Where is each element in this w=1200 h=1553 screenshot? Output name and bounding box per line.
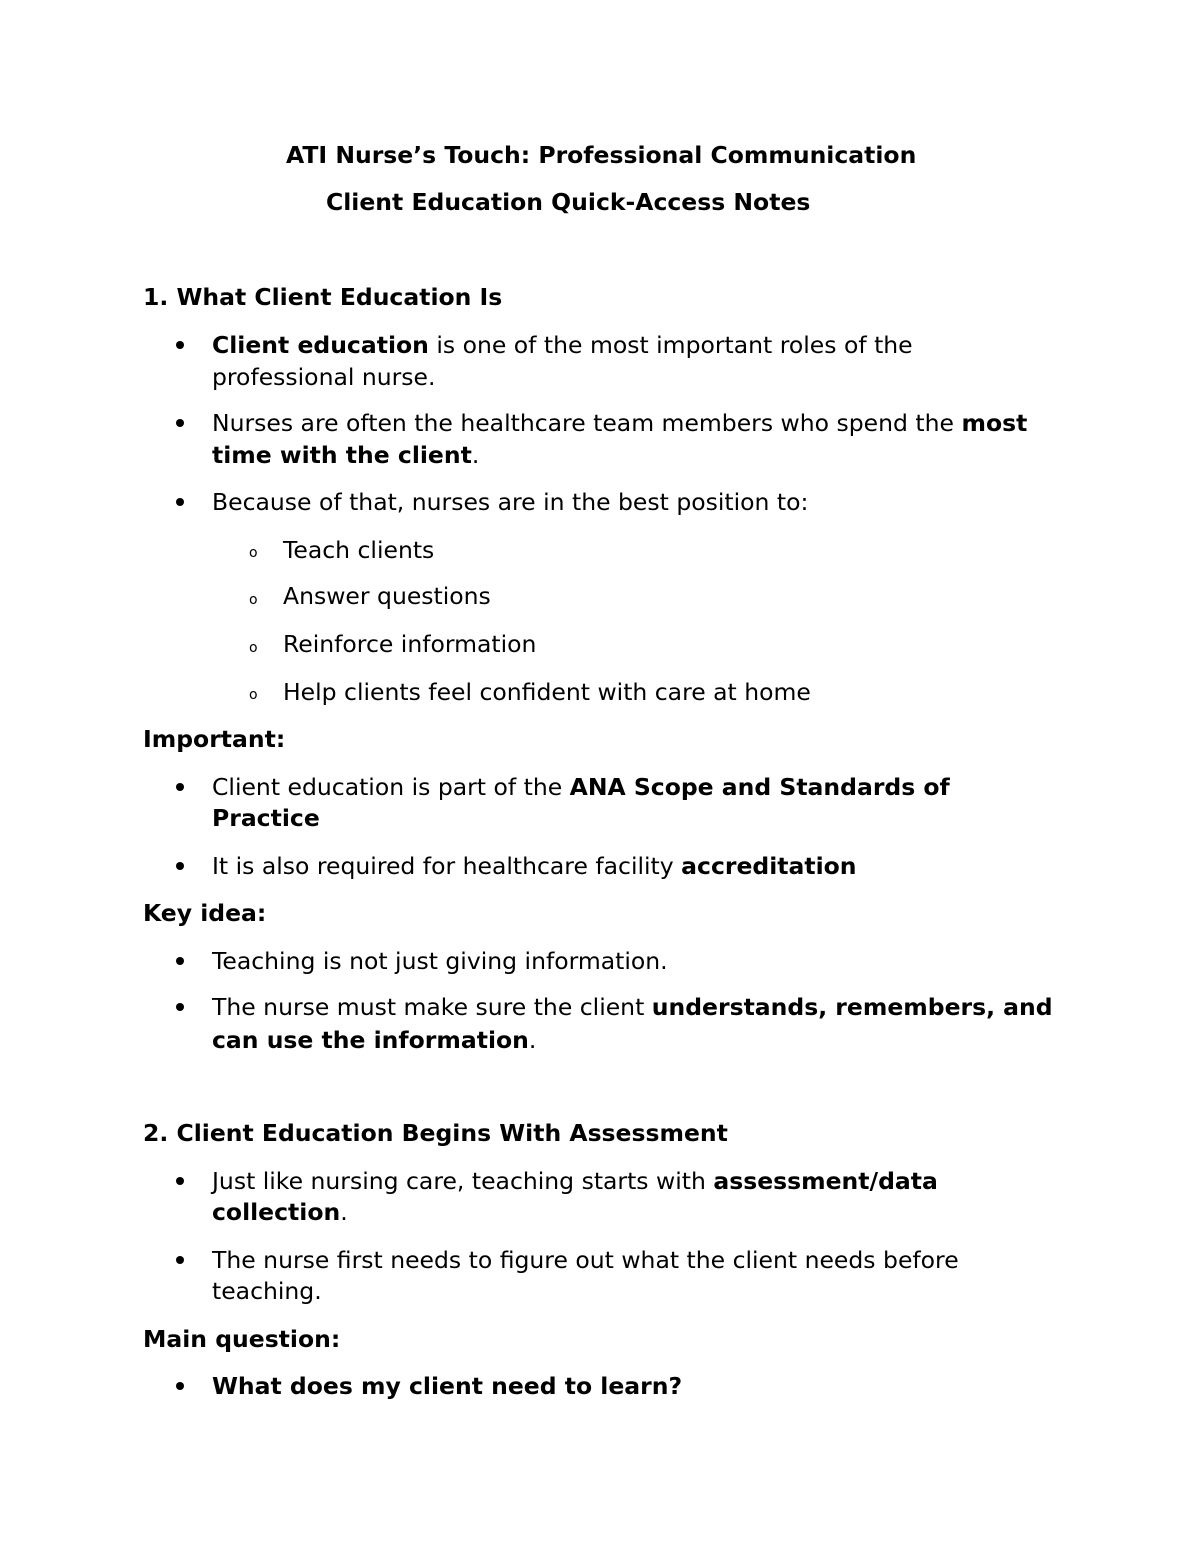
section-1-heading: 1. What Client Education Is: [143, 283, 503, 311]
bullet-icon: [176, 957, 184, 965]
document-title: ATI Nurse’s Touch: Professional Communication: [286, 141, 917, 169]
list-item: Just like nursing care, teaching starts with assessment/data: [212, 1167, 938, 1195]
list-item: Because of that, nurses are in the best position to:: [212, 488, 809, 516]
section-2-heading: 2. Client Education Begins With Assessment: [143, 1119, 728, 1147]
list-item: What does my client need to learn?: [212, 1372, 683, 1400]
list-item-continuation: professional nurse.: [212, 363, 436, 391]
list-item: The nurse must make sure the client understands, remembers, and: [212, 993, 1053, 1021]
list-item-continuation: can use the information.: [212, 1026, 537, 1054]
list-item: Teaching is not just giving information.: [212, 947, 668, 975]
bullet-icon: [176, 862, 184, 870]
list-item: The nurse first needs to figure out what the client needs before: [212, 1246, 959, 1274]
bullet-icon: [176, 1256, 184, 1264]
sub-list-item: Reinforce information: [283, 630, 537, 658]
sub-bullet-icon: o: [249, 640, 258, 656]
list-item: Client education is part of the ANA Scope and Standards of: [212, 773, 950, 801]
list-item: Client education is one of the most important roles of the: [212, 331, 913, 359]
bullet-icon: [176, 419, 184, 427]
key-idea-label: Key idea:: [143, 899, 267, 927]
bullet-icon: [176, 1003, 184, 1011]
important-label: Important:: [143, 725, 286, 753]
bullet-icon: [176, 1177, 184, 1185]
sub-bullet-icon: o: [249, 592, 258, 608]
sub-list-item: Help clients feel confident with care at home: [283, 678, 811, 706]
list-item-continuation: Practice: [212, 804, 320, 832]
main-question-label: Main question:: [143, 1325, 341, 1353]
document-subtitle: Client Education Quick-Access Notes: [326, 188, 811, 216]
bullet-icon: [176, 783, 184, 791]
list-item-continuation: collection.: [212, 1198, 348, 1226]
sub-bullet-icon: o: [249, 545, 258, 561]
bullet-icon: [176, 1382, 184, 1390]
list-item-continuation: teaching.: [212, 1277, 322, 1305]
list-item: It is also required for healthcare facility accreditation: [212, 852, 857, 880]
bullet-icon: [176, 341, 184, 349]
sub-list-item: Teach clients: [283, 536, 435, 564]
list-item-continuation: time with the client.: [212, 441, 480, 469]
list-item: Nurses are often the healthcare team members who spend the most: [212, 409, 1028, 437]
sub-bullet-icon: o: [249, 687, 258, 703]
bullet-icon: [176, 498, 184, 506]
sub-list-item: Answer questions: [283, 582, 491, 610]
